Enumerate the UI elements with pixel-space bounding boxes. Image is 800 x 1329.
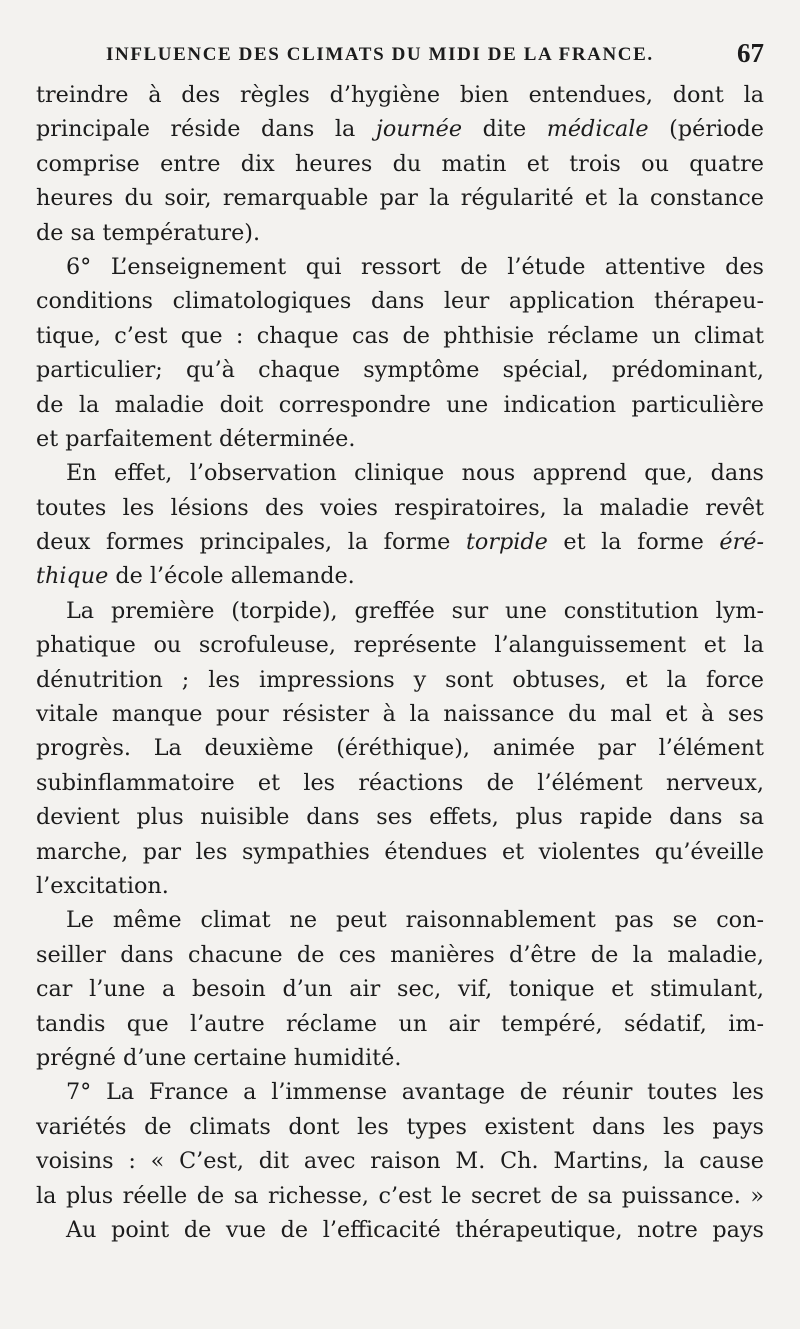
text-line xyxy=(36,1007,764,1041)
text-line xyxy=(36,800,764,834)
text-segment: (période xyxy=(648,116,764,143)
text-line xyxy=(36,525,764,559)
italic-text: journée xyxy=(375,116,463,143)
text-segment: Au point de vue de l’efficacité thérapeutique, notre pays xyxy=(66,1216,764,1243)
text-line xyxy=(36,731,764,765)
text-segment: En effet, l’observation clinique nous apprend que, dans xyxy=(66,460,764,487)
text-segment: marche, par les sympathies étendues et violentes qu’éveille xyxy=(36,838,764,865)
text-segment: subinflammatoire et les réactions de l’élément nerveux, xyxy=(36,769,764,796)
body-text xyxy=(36,78,764,1247)
text-line xyxy=(36,284,764,318)
text-line xyxy=(36,869,764,903)
page-number: 67 xyxy=(737,38,764,68)
text-line xyxy=(36,147,764,181)
text-segment: et parfaitement déterminée. xyxy=(36,425,356,452)
text-segment: 7° La France a l’immense avantage de réunir toutes les xyxy=(66,1079,764,1106)
text-line xyxy=(36,835,764,869)
text-line xyxy=(36,319,764,353)
text-segment: conditions climatologiques dans leur application thérapeu- xyxy=(36,288,764,315)
text-segment: principale réside dans la xyxy=(36,116,376,143)
text-segment: heures du soir, remarquable par la régularité et la constance xyxy=(36,185,764,212)
text-segment: car l’une a besoin d’un air sec, vif, tonique et stimulant, xyxy=(36,976,764,1003)
text-line xyxy=(36,456,764,490)
italic-text: médicale xyxy=(546,116,649,143)
text-line xyxy=(36,112,764,146)
text-line xyxy=(36,216,764,250)
text-segment: comprise entre dix heures du matin et trois ou quatre xyxy=(36,150,764,177)
text-line xyxy=(36,78,764,112)
text-line xyxy=(36,1213,764,1247)
text-line xyxy=(36,1041,764,1075)
book-page xyxy=(36,38,764,1298)
italic-text: torpide xyxy=(465,529,548,556)
italic-text: thique xyxy=(36,563,109,590)
text-line xyxy=(36,491,764,525)
text-segment: Le même climat ne peut raisonnablement pas se con- xyxy=(66,907,764,934)
text-line xyxy=(36,938,764,972)
text-line xyxy=(36,388,764,422)
text-segment: devient plus nuisible dans ses effets, plus rapide dans sa xyxy=(36,804,764,831)
text-line xyxy=(36,1144,764,1178)
text-segment: et la forme xyxy=(547,529,720,556)
text-segment: la plus réelle de sa richesse, c’est le secret de sa puissance. » xyxy=(36,1182,764,1209)
text-line xyxy=(36,353,764,387)
text-segment: dite xyxy=(462,116,547,143)
text-segment: variétés de climats dont les types existent dans les pays xyxy=(36,1113,764,1140)
text-segment: particulier; qu’à chaque symptôme spécial, prédominant, xyxy=(36,357,764,384)
text-line xyxy=(36,250,764,284)
text-line xyxy=(36,559,764,593)
text-segment: voisins : « C’est, dit avec raison M. Ch. Martins, la cause xyxy=(36,1148,764,1175)
text-segment: l’excitation. xyxy=(36,872,169,899)
text-segment: dénutrition ; les impressions y sont obtuses, et la force xyxy=(36,666,764,693)
text-segment: tique, c’est que : chaque cas de phthisie réclame un climat xyxy=(36,322,764,349)
running-title: INFLUENCE DES CLIMATS DU MIDI DE LA FRANCE. xyxy=(106,44,654,65)
text-line xyxy=(36,1179,764,1213)
text-segment: toutes les lésions des voies respiratoires, la maladie revêt xyxy=(36,494,764,521)
text-line xyxy=(36,766,764,800)
text-segment: prégné d’une certaine humidité. xyxy=(36,1044,402,1071)
text-line xyxy=(36,628,764,662)
text-line xyxy=(36,594,764,628)
text-segment: de sa température). xyxy=(36,219,261,246)
running-header xyxy=(36,38,764,78)
text-segment: 6° L’enseignement qui ressort de l’étude attentive des xyxy=(66,253,764,280)
text-segment: tandis que l’autre réclame un air tempéré, sédatif, im- xyxy=(36,1010,764,1037)
text-line xyxy=(36,663,764,697)
text-line xyxy=(36,1075,764,1109)
text-segment: de la maladie doit correspondre une indication particulière xyxy=(36,391,764,418)
text-line xyxy=(36,422,764,456)
italic-text: éré- xyxy=(719,529,764,556)
text-segment: treindre à des règles d’hygiène bien entendues, dont la xyxy=(36,82,764,108)
text-line xyxy=(36,1110,764,1144)
text-segment: vitale manque pour résister à la naissance du mal et à ses xyxy=(36,701,764,728)
text-segment: seiller dans chacune de ces manières d’être de la maladie, xyxy=(36,941,764,968)
text-segment: phatique ou scrofuleuse, représente l’alanguissement et la xyxy=(36,632,764,659)
text-segment: de l’école allemande. xyxy=(108,563,355,590)
text-line xyxy=(36,972,764,1006)
text-segment: progrès. La deuxième (éréthique), animée par l’élément xyxy=(36,735,764,762)
text-segment: La première (torpide), greffée sur une constitution lym- xyxy=(66,597,764,624)
text-line xyxy=(36,181,764,215)
text-line xyxy=(36,903,764,937)
text-segment: deux formes principales, la forme xyxy=(36,529,466,556)
text-line xyxy=(36,697,764,731)
